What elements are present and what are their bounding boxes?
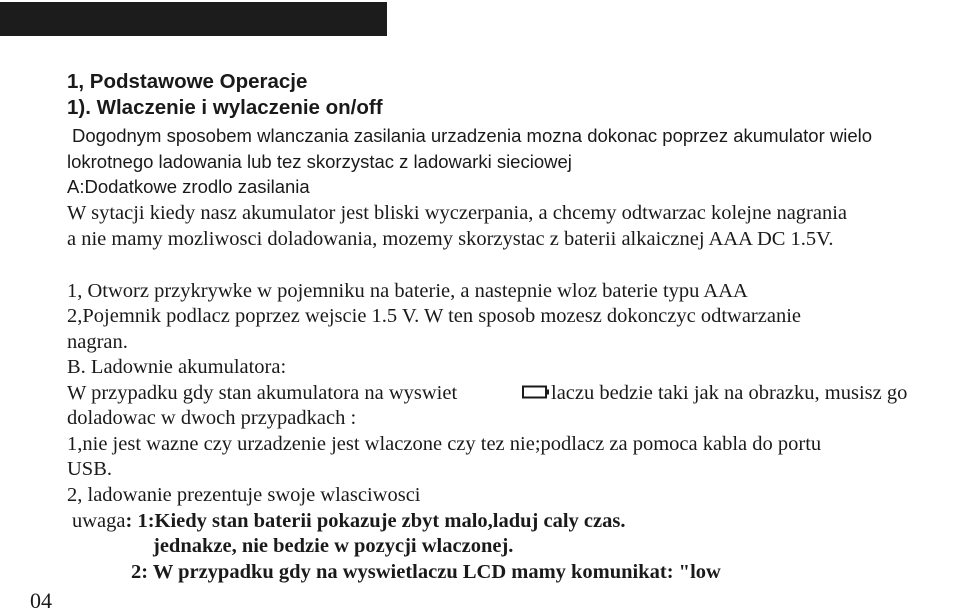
paragraph-line: Dogodnym sposobem wlanczania zasilania urzadzenia mozna dokonac poprzez akumulator wielo bbox=[72, 125, 873, 146]
note-line bbox=[72, 511, 625, 532]
note-1-continued: jednakze, nie bedzie w pozycji wlaczonej. bbox=[153, 535, 514, 557]
paragraph-line: W przypadku gdy stan akumulatora na wyswiet bbox=[67, 382, 458, 404]
subsection-heading: 1). Wlaczenie i wylaczenie on/off bbox=[67, 96, 383, 119]
section-a-title: A:Dodatkowe zrodlo zasilania bbox=[67, 176, 310, 197]
case-1-continued: USB. bbox=[67, 458, 113, 480]
step-2: 2,Pojemnik podlacz poprzez wejscie 1.5 V. W ten sposob mozesz dokonczyc odtwarzanie bbox=[67, 305, 802, 327]
section-heading: 1, Podstawowe Operacje bbox=[67, 70, 308, 93]
header-bar bbox=[0, 2, 387, 36]
battery-empty-icon bbox=[522, 385, 550, 399]
section-b-title: B. Ladownie akumulatora: bbox=[67, 356, 287, 378]
page-number: 04 bbox=[30, 588, 52, 613]
step-2-continued: nagran. bbox=[67, 331, 128, 353]
note-label: uwaga bbox=[72, 510, 126, 532]
paragraph-line: doladowac w dwoch przypadkach : bbox=[67, 407, 357, 429]
step-1: 1, Otworz przykrywke w pojemniku na baterie, a nastepnie wloz baterie typu AAA bbox=[67, 280, 748, 302]
note-1: : 1:Kiedy stan baterii pokazuje zbyt malo,laduj caly czas. bbox=[125, 510, 626, 532]
case-1: 1,nie jest wazne czy urzadzenie jest wlaczone czy tez nie;podlacz za pomoca kabla do portu bbox=[67, 433, 822, 455]
note-2: 2: W przypadku gdy na wyswietlaczu LCD mamy komunikat: "low bbox=[131, 561, 721, 583]
paragraph-line: a nie mamy mozliwosci doladowania, mozemy skorzystac z baterii alkaicznej AAA DC 1.5V. bbox=[67, 228, 834, 250]
case-2: 2, ladowanie prezentuje swoje wlasciwosci bbox=[67, 484, 421, 506]
paragraph-line: lokrotnego ladowania lub tez skorzystac z ladowarki sieciowej bbox=[67, 151, 572, 172]
paragraph-line: laczu bedzie taki jak na obrazku, musisz go bbox=[551, 382, 908, 404]
paragraph-line: W sytacji kiedy nasz akumulator jest bliski wyczerpania, a chcemy odtwarzac kolejne nagrania bbox=[67, 202, 848, 224]
